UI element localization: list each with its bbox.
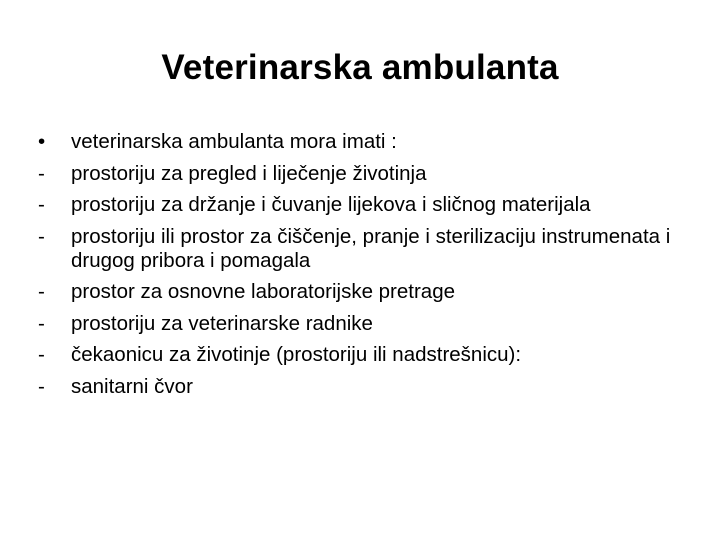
list-item-text: veterinarska ambulanta mora imati :: [71, 130, 397, 153]
list-item: [38, 158, 698, 190]
list-item-text: prostoriju za držanje i čuvanje lijekova i sličnog materijala: [71, 193, 591, 216]
list-item: [38, 126, 698, 158]
bullet-marker: •: [38, 130, 46, 153]
dash-marker: -: [38, 311, 45, 335]
list-item-text: prostoriju za veterinarske radnike: [71, 311, 373, 335]
list-item: [38, 371, 698, 403]
list-item: [38, 308, 698, 340]
list-item: [38, 339, 698, 371]
list-item-text: čekaonicu za životinje (prostoriju ili nadstrešnicu):: [71, 343, 522, 366]
bullet-list: [38, 126, 698, 402]
list-item-text: prostoriju za pregled i liječenje životinja: [71, 161, 427, 185]
list-item: [38, 276, 698, 308]
dash-marker: -: [38, 343, 45, 366]
dash-marker: -: [38, 224, 45, 248]
list-item: [38, 189, 698, 221]
dash-marker: -: [38, 193, 45, 216]
list-item-text: prostor za osnovne laboratorijske pretrage: [71, 280, 456, 303]
slide-title: Veterinarska ambulanta: [161, 48, 559, 87]
dash-marker: -: [38, 280, 45, 303]
dash-marker: -: [38, 161, 45, 185]
list-item-text: prostoriju ili prostor za čiščenje, pranje i sterilizaciju instrumenata i drugog pribora i pomagala: [71, 224, 671, 272]
list-item-text: sanitarni čvor: [71, 374, 193, 398]
list-item: [38, 221, 698, 277]
dash-marker: -: [38, 374, 45, 398]
